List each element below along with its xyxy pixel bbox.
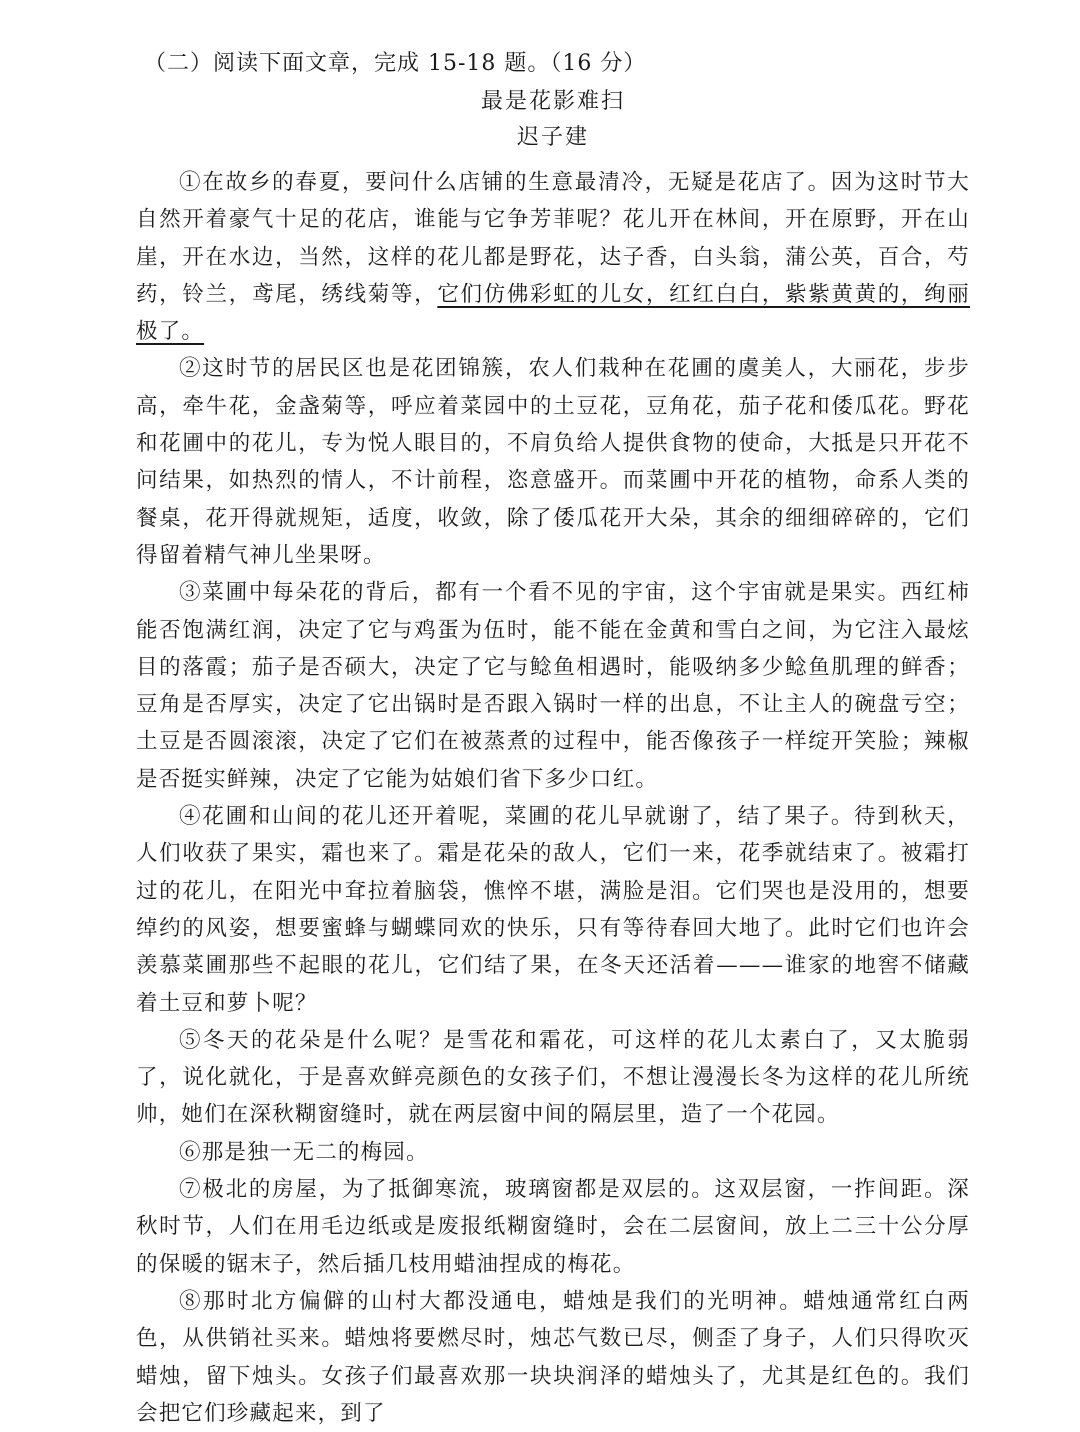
paragraph-8: ⑧那时北方偏僻的山村大都没通电，蜡烛是我们的光明神。蜡烛通常红白两色，从供销社买来。蜡烛将要燃尽时，烛芯气数已尽，侧歪了身子，人们只得吹灭蜡烛，留下烛头。女孩子们最喜欢那一块块润泽的蜡烛头了，尤其是红色的。我们会把它们珍藏起来，到了 (136, 1288, 970, 1426)
article-author: 迟子建 (516, 125, 589, 150)
section-heading: （二）阅读下面文章，完成 15-18 题。（16 分） (144, 51, 647, 76)
paragraph-1 (136, 164, 970, 350)
paragraph-7: ⑦极北的房屋，为了抵御寒流，玻璃窗都是双层的。这双层窗，一拃间距。深秋时节，人们在用毛边纸或是废报纸糊窗缝时，会在二层窗间，放上二三十公分厚的保暖的锯末子，然后插几枝用蜡油捏成的梅花。 (136, 1177, 970, 1277)
paragraph-4: ④花圃和山间的花儿还开着呢，菜圃的花儿早就谢了，结了果子。待到秋天，人们收获了果实，霜也来了。霜是花朵的敌人，它们一来，花季就结束了。被霜打过的花儿，在阳光中耷拉着脑袋，憔悴不堪，满脸是泪。它们哭也是没用的，想要绰约的风姿，想要蜜蜂与蝴蝶同欢的快乐，只有等待春回大地了。此时它们也许会羡慕菜圃那些不起眼的花儿，它们结了果，在冬天还活着———谁家的地窖不储藏着土豆和萝卜呢？ (136, 804, 970, 1016)
paragraph-2: ②这时节的居民区也是花团锦簇，农人们栽种在花圃的虞美人，大丽花，步步高，牵牛花，金盏菊等，呼应着菜园中的土豆花，豆角花，茄子花和倭瓜花。野花和花圃中的花儿，专为悦人眼目的，不肩负给人提供食物的使命，大抵是只开花不问结果，如热烈的情人，不计前程，恣意盛开。而菜圃中开花的植物，命系人类的餐桌，花开得就规矩，适度，收敛，除了倭瓜花开大朵，其余的细细碎碎的，它们得留着精气神儿坐果呀。 (136, 356, 970, 568)
paragraph-3: ③菜圃中每朵花的背后，都有一个看不见的宇宙，这个宇宙就是果实。西红柿能否饱满红润，决定了它与鸡蛋为伍时，能不能在金黄和雪白之间，为它注入最炫目的落霞；茄子是否硕大，决定了它与鲶鱼相遇时，能吸纳多少鲶鱼肌理的鲜香；豆角是否厚实，决定了它出锅时是否跟入锅时一样的出息，不让主人的碗盘亏空；土豆是否圆滚滚，决定了它们在被蒸煮的过程中，能否像孩子一样绽开笑脸；辣椒是否挺实鲜辣，决定了它能为姑娘们省下多少口红。 (136, 580, 970, 792)
paragraph-6: ⑥那是独一无二的梅园。 (179, 1139, 429, 1165)
underlined-sentence: 它们仿佛彩虹的儿女，红红白白，紫紫黄黄的，绚丽极了。 (136, 281, 970, 345)
paragraph-5: ⑤冬天的花朵是什么呢？是雪花和霜花，可这样的花儿太素白了，又太脆弱了，说化就化，于是喜欢鲜亮颜色的女孩子们，不想让漫漫长冬为这样的花儿所统帅，她们在深秋糊窗缝时，就在两层窗中间的隔层里，造了一个花园。 (136, 1027, 970, 1128)
article-title: 最是花影难扫 (480, 89, 625, 114)
paragraph-1-text: ①在故乡的春夏，要问什么店铺的生意最清冷，无疑是花店了。因为这时节大自然开着豪气十足的花店，谁能与它争芳菲呢？花儿开在林间，开在原野，开在山崖，开在水边，当然，这样的花儿都是野花，达子香，白头翁，蒲公英，百合，芍药，铃兰，鸢尾，绣线菊等， (136, 170, 970, 307)
